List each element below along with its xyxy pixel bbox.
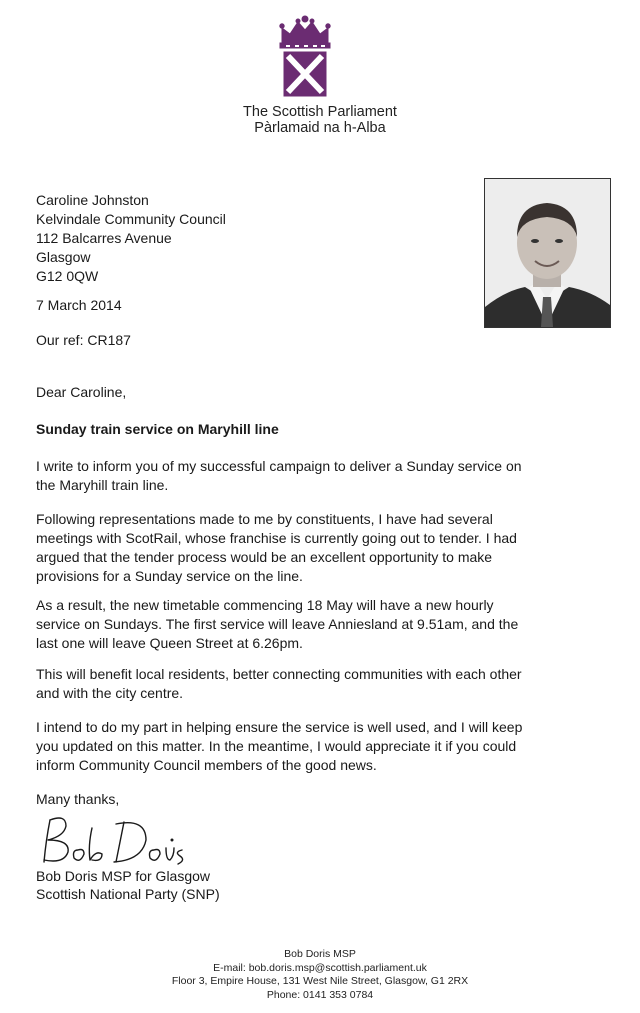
recipient-organisation: Kelvindale Community Council xyxy=(36,211,226,227)
signer-party: Scottish National Party (SNP) xyxy=(36,886,220,902)
footer-email: E-mail: bob.doris.msp@scottish.parliament.uk xyxy=(213,961,427,974)
paragraph-line: As a result, the new timetable commencing 18 May will have a new hourly xyxy=(36,597,494,613)
paragraph-line: provisions for a Sunday service on the line. xyxy=(36,568,303,584)
paragraph-line: This will benefit local residents, better connecting communities with each other xyxy=(36,666,522,682)
recipient-street: 112 Balcarres Avenue xyxy=(36,230,172,246)
recipient-postcode: G12 0QW xyxy=(36,268,99,284)
paragraph-line: the Maryhill train line. xyxy=(36,477,169,493)
body-paragraph-1 xyxy=(36,457,596,495)
footer-phone: Phone: 0141 353 0784 xyxy=(266,988,374,1001)
paragraph-line: last one will leave Queen Street at 6.26pm. xyxy=(36,635,303,651)
paragraph-line: Following representations made to me by constituents, I have had several xyxy=(36,511,493,527)
footer-name: Bob Doris MSP xyxy=(284,948,356,960)
paragraph-line: meetings with ScotRail, whose franchise is currently going out to tender. I had xyxy=(36,530,517,546)
body-paragraph-2 xyxy=(36,510,596,586)
letter-footer xyxy=(0,948,640,1002)
parliament-name-english: The Scottish Parliament xyxy=(243,104,397,120)
scottish-parliament-crest-icon xyxy=(276,14,334,98)
recipient-address xyxy=(36,191,226,286)
body-paragraph-3 xyxy=(36,596,596,653)
letter-date: 7 March 2014 xyxy=(36,297,122,313)
closing-line: Many thanks, xyxy=(36,791,120,807)
signer-block xyxy=(36,867,220,903)
subject-line: Sunday train service on Maryhill line xyxy=(36,421,279,437)
signer-photo xyxy=(484,178,611,328)
recipient-name: Caroline Johnston xyxy=(36,192,149,208)
paragraph-line: you updated on this matter. In the meantime, I would appreciate it if you could xyxy=(36,738,517,754)
body-paragraph-4 xyxy=(36,665,596,703)
paragraph-line: I write to inform you of my successful campaign to deliver a Sunday service on xyxy=(36,458,522,474)
handwritten-signature xyxy=(36,810,196,870)
body-paragraph-5 xyxy=(36,718,596,775)
parliament-name-gaelic: Pàrlamaid na h-Alba xyxy=(254,120,386,136)
recipient-city: Glasgow xyxy=(36,249,91,265)
salutation: Dear Caroline, xyxy=(36,384,127,400)
footer-address: Floor 3, Empire House, 131 West Nile Street, Glasgow, G1 2RX xyxy=(171,975,469,987)
paragraph-line: service on Sundays. The first service will leave Anniesland at 9.51am, and the xyxy=(36,616,519,632)
signer-title: Bob Doris MSP for Glasgow xyxy=(36,868,211,884)
paragraph-line: and with the city centre. xyxy=(36,685,184,701)
paragraph-line: argued that the tender process would be an excellent opportunity to make xyxy=(36,549,493,565)
reference-number: Our ref: CR187 xyxy=(36,332,131,348)
paragraph-line: inform Community Council members of the good news. xyxy=(36,757,377,773)
paragraph-line: I intend to do my part in helping ensure the service is well used, and I will keep xyxy=(36,719,523,735)
